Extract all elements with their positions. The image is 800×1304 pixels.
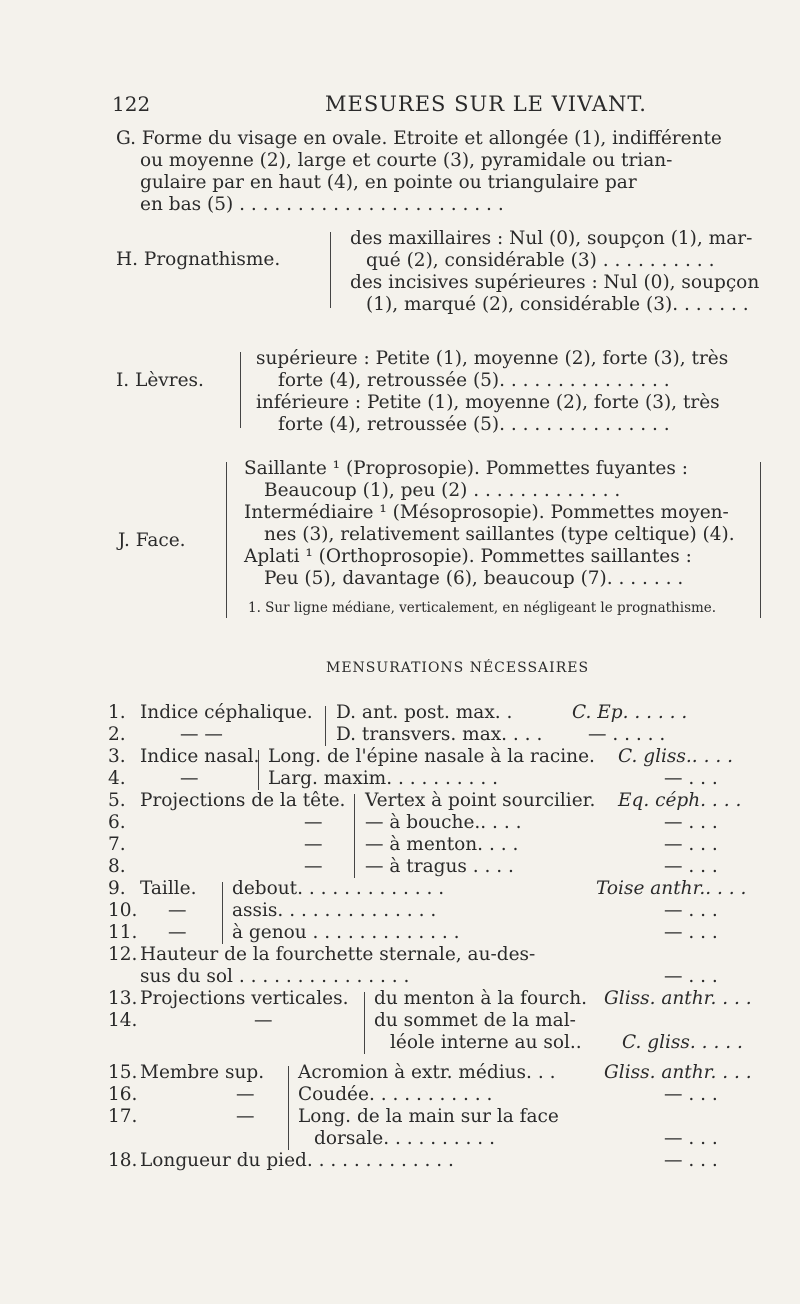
row-number: 1. [108, 702, 126, 723]
row-label: sus du sol . . . . . . . . . . . . . . . [140, 966, 410, 987]
row-detail: D. transvers. max. . . . [336, 724, 543, 745]
section-j-line: Peu (5), davantage (6), beaucoup (7). . . . . . . [264, 568, 684, 589]
section-g-line: G. Forme du visage en ovale. Etroite et allongée (1), indifférente [116, 128, 722, 149]
row-unit: — . . . [664, 1128, 718, 1149]
brace [288, 1066, 289, 1150]
row-unit: — . . . [664, 966, 718, 987]
section-i-line: forte (4), retroussée (5). . . . . . . . . . . . . . . [278, 370, 670, 391]
row-number: 14. [108, 1010, 138, 1031]
row-detail: du menton à la fourch. [374, 988, 588, 1009]
brace [325, 706, 326, 746]
brace [222, 882, 223, 944]
row-unit [596, 878, 746, 899]
row-unit-text: Toise anthr.. . . . [596, 878, 747, 899]
row-number: 17. [108, 1106, 138, 1127]
row-number: 2. [108, 724, 126, 745]
row-detail: Coudée. . . . . . . . . . . [298, 1084, 493, 1105]
row-number: 13. [108, 988, 138, 1009]
row-detail: dorsale. . . . . . . . . . [314, 1128, 495, 1149]
section-j-line: Aplati ¹ (Orthoprosopie). Pommettes saillantes : [244, 546, 692, 567]
section-i-label: I. Lèvres. [116, 370, 204, 391]
section-h-line: des maxillaires : Nul (0), soupçon (1), mar- [350, 228, 753, 249]
row-detail: — à menton. . . . [365, 834, 519, 855]
row-label: Projections de la tête. [140, 790, 346, 811]
row-detail: Larg. maxim. . . . . . . . . . [268, 768, 498, 789]
section-g-line: en bas (5) . . . . . . . . . . . . . . . . . . . . . . . [140, 194, 504, 215]
section-g-line: gulaire par en haut (4), en pointe ou triangulaire par [140, 172, 637, 193]
row-number: 9. [108, 878, 126, 899]
row-detail: — à tragus . . . . [365, 856, 514, 877]
row-unit [618, 790, 741, 811]
row-unit-text: C. Ep. . . . . . [572, 702, 688, 723]
row-number: 10. [108, 900, 138, 921]
row-unit: — . . . [664, 1150, 718, 1171]
row-unit [572, 702, 687, 723]
row-label: — — [180, 724, 223, 745]
row-label: Hauteur de la fourchette sternale, au-des- [140, 944, 536, 965]
brace [364, 992, 365, 1054]
row-unit: — . . . [664, 922, 718, 943]
section-h-line: (1), marqué (2), considérable (3). . . . . . . [366, 294, 749, 315]
row-number: 7. [108, 834, 126, 855]
row-number: 16. [108, 1084, 138, 1105]
row-unit: — . . . . . [588, 724, 666, 745]
brace [330, 232, 331, 308]
row-number: 6. [108, 812, 126, 833]
row-label: — [236, 1106, 255, 1127]
footnote: 1. Sur ligne médiane, verticalement, en négligeant le prognathisme. [248, 600, 717, 616]
row-detail: du sommet de la mal- [374, 1010, 576, 1031]
row-detail: D. ant. post. max. . [336, 702, 513, 723]
brace [226, 462, 227, 618]
row-label: Membre sup. [140, 1062, 265, 1083]
row-unit: — . . . [664, 856, 718, 877]
row-number: 3. [108, 746, 126, 767]
row-number: 18. [108, 1150, 138, 1171]
brace [354, 794, 355, 878]
row-detail: Acromion à extr. médius. . . [298, 1062, 556, 1083]
brace [240, 352, 241, 428]
row-number: 12. [108, 944, 138, 965]
row-number: 4. [108, 768, 126, 789]
row-label: — [304, 856, 323, 877]
section-j-line: Beaucoup (1), peu (2) . . . . . . . . . . . . . [264, 480, 621, 501]
row-detail: à genou . . . . . . . . . . . . . [232, 922, 460, 943]
mensurations-title: MENSURATIONS NÉCESSAIRES [326, 660, 590, 676]
section-j-line: Saillante ¹ (Proprosopie). Pommettes fuyantes : [244, 458, 688, 479]
section-h-line: des incisives supérieures : Nul (0), soupçon [350, 272, 760, 293]
row-unit [604, 988, 752, 1009]
row-unit-text: C. gliss.. . . . [618, 746, 733, 767]
row-unit [604, 1062, 752, 1083]
row-label: Projections verticales. [140, 988, 349, 1009]
row-number: 5. [108, 790, 126, 811]
brace [760, 462, 761, 618]
row-unit-text: Gliss. anthr. . . . [604, 988, 752, 1009]
section-i-line: forte (4), retroussée (5). . . . . . . . . . . . . . . [278, 414, 670, 435]
section-g-line: ou moyenne (2), large et courte (3), pyramidale ou trian- [140, 150, 673, 171]
row-label: Indice nasal. [140, 746, 260, 767]
page-number: 122 [112, 92, 151, 116]
row-detail: — à bouche.. . . . [365, 812, 522, 833]
section-j-line: Intermédiaire ¹ (Mésoprosopie). Pommettes moyen- [244, 502, 729, 523]
row-unit-text: C. gliss. . . . . [622, 1032, 743, 1053]
row-detail: debout. . . . . . . . . . . . . [232, 878, 445, 899]
row-label: — [254, 1010, 273, 1031]
row-detail: assis. . . . . . . . . . . . . . [232, 900, 437, 921]
row-number: 8. [108, 856, 126, 877]
row-label: Longueur du pied. . . . . . . . . . . . . [140, 1150, 454, 1171]
row-detail: léole interne au sol.. [390, 1032, 582, 1053]
row-number: 15. [108, 1062, 138, 1083]
row-number: 11. [108, 922, 138, 943]
running-head: MESURES SUR LE VIVANT. [325, 92, 647, 116]
section-j-line: nes (3), relativement saillantes (type celtique) (4). [264, 524, 735, 545]
section-i-line: inférieure : Petite (1), moyenne (2), forte (3), très [256, 392, 720, 413]
section-h-line: qué (2), considérable (3) . . . . . . . . . . [366, 250, 715, 271]
row-unit-text: Gliss. anthr. . . . [604, 1062, 752, 1083]
row-label: — [236, 1084, 255, 1105]
row-unit [618, 746, 733, 767]
section-i-line: supérieure : Petite (1), moyenne (2), forte (3), très [256, 348, 729, 369]
row-unit: — . . . [664, 1084, 718, 1105]
row-unit [622, 1032, 743, 1053]
row-unit: — . . . [664, 834, 718, 855]
row-unit-text: Eq. céph. . . . [618, 790, 742, 811]
row-label: Taille. [140, 878, 197, 899]
row-label: — [180, 768, 199, 789]
section-j-label: J. Face. [118, 530, 186, 551]
row-unit: — . . . [664, 768, 718, 789]
row-label: — [304, 812, 323, 833]
row-label: — [168, 922, 187, 943]
row-unit: — . . . [664, 812, 718, 833]
row-label: — [304, 834, 323, 855]
row-detail: Long. de l'épine nasale à la racine. [268, 746, 595, 767]
row-detail: Long. de la main sur la face [298, 1106, 559, 1127]
row-label: — [168, 900, 187, 921]
row-detail: Vertex à point sourcilier. [365, 790, 596, 811]
row-unit: — . . . [664, 900, 718, 921]
row-label: Indice céphalique. [140, 702, 313, 723]
section-h-label: H. Prognathisme. [116, 249, 281, 270]
brace [258, 750, 259, 790]
